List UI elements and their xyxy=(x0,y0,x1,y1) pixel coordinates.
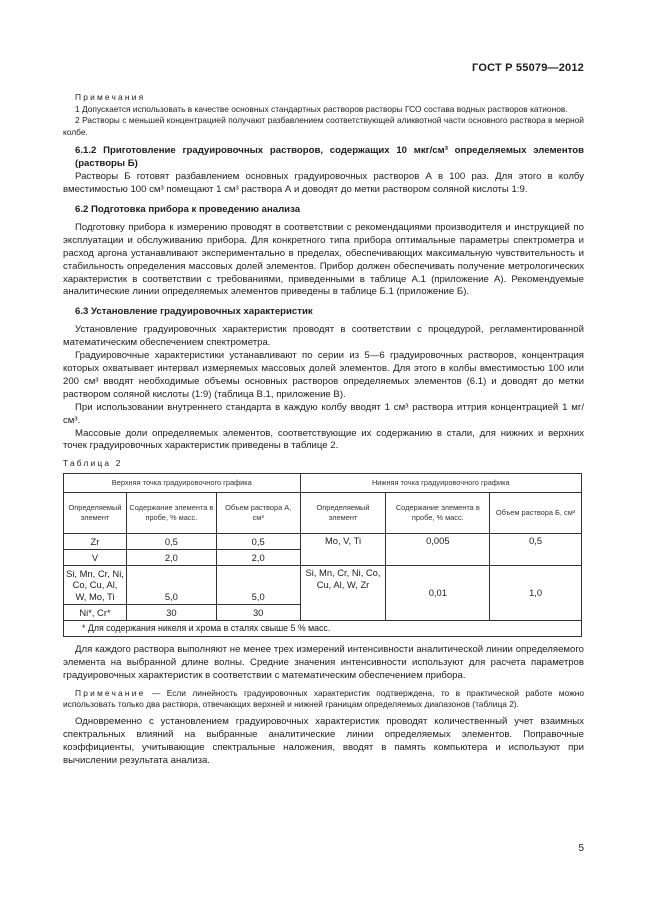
cell-content-lower: 0,01 xyxy=(386,565,490,620)
section-6-3-paragraph-1: Установление градуировочных характеристик проводят в соответствии с процедурой, регламентированной математическим обеспечением спектрометра. xyxy=(63,324,584,349)
note-linearity xyxy=(63,688,584,711)
table-group-header-row xyxy=(64,473,582,492)
cell-content-lower: 0,005 xyxy=(386,533,490,565)
table-footnote: * Для содержания никеля и хрома в сталях свыше 5 % масс. xyxy=(64,620,582,636)
note-text: — Если линейность градуировочных характеристик подтверждена, то в практической работе можно использовать только два раствора, отвечающих верхней и нижней границам определяемых диапазонов (таблица 2). xyxy=(63,687,584,710)
note-1: 1 Допускается использовать в качестве основных стандартных растворов растворы ГСО состава водных растворов катионов. xyxy=(75,103,568,114)
section-6-2-paragraph: Подготовку прибора к измерению проводят в соответствии с рекомендациями производителя и инструкцией по эксплуатации и обслуживанию прибора. Для конкретного типа прибора оптимальные параметры спектрометра и расход аргона устанавливают экспериментально в пределах, обеспечивающих максимальную чувствительность и стабильность определения массовых долей элементов. Прибор должен обеспечивать получение метрологических характеристик в соответствии с требованиями, приведенными в таблице А.1 (приложение А). Рекомендуемые аналитические линии определяемых элементов приведены в таблице Б.1 (приложение Б). xyxy=(63,221,584,298)
table-footnote-row xyxy=(64,620,582,636)
cell-volume: 0,5 xyxy=(216,533,300,549)
col-header-content: Содержание элемента в пробе, % масс. xyxy=(126,492,216,533)
table-row xyxy=(64,533,582,549)
cell-content: 5,0 xyxy=(126,565,216,604)
note-label: Примечание xyxy=(75,687,146,698)
table-2 xyxy=(63,473,582,637)
cell-element: Zr xyxy=(64,533,127,549)
cell-volume-lower: 0,5 xyxy=(490,533,582,565)
measurement-paragraph: Для каждого раствора выполняют не менее трех измерений интенсивности аналитической линии определяемого элемента на выбранной длине волны. Средние значения интенсивности используют для расчета параметров градуировочных характеристик в соответствии с математическим обеспечением прибора. xyxy=(63,643,584,681)
cell-volume: 30 xyxy=(216,604,300,620)
col-header-content-lower: Содержание элемента в пробе, % масс. xyxy=(386,492,490,533)
section-6-2-heading: 6.2 Подготовка прибора к проведению анализа xyxy=(75,204,301,215)
col-header-element: Определяемый элемент xyxy=(64,492,127,533)
page-number: 5 xyxy=(578,843,584,854)
document-code: ГОСТ Р 55079—2012 xyxy=(472,62,584,74)
spectral-interference-paragraph: Одновременно с установлением градуировочных характеристик проводят количественный учет взаимных спектральных влияний на выбранные аналитические линии определяемых элементов. Поправочные коэффициенты, учитывающие спектральные наложения, вводят в память компьютера и используют при вычислении результата анализа. xyxy=(63,715,584,766)
col-header-volume-b: Объем раствора Б, см³ xyxy=(490,492,582,533)
page-content xyxy=(63,92,584,767)
section-6-3-paragraph-2: Градуировочные характеристики устанавливают по серии из 5—6 градуировочных растворов, концентрация которых охватывает интервал измеряемых массовых долей элементов. Для этого в колбы вместимостью 100 или 200 см³ вводят необходимые объемы основных растворов определяемых элементов (6.1) и доводят до метки раствором соляной кислоты (1:9) (таблица В.1, приложение В). xyxy=(63,350,584,400)
cell-content: 30 xyxy=(126,604,216,620)
col-header-volume-a: Объем раствора А, см³ xyxy=(216,492,300,533)
cell-element: Si, Mn, Cr, Ni, Co, Cu, Al, W, Mo, Ti xyxy=(64,565,127,604)
section-6-1-2-heading: 6.1.2 Приготовление градуировочных растворов, содержащих 10 мкг/см³ определяемых элементов (растворы Б) xyxy=(75,145,584,170)
cell-content: 2,0 xyxy=(126,549,216,565)
table-2-caption: Таблица 2 xyxy=(63,458,123,469)
section-6-3-heading: 6.3 Установление градуировочных характеристик xyxy=(75,306,313,318)
group-header-upper: Верхняя точка градуировочного графика xyxy=(64,473,301,492)
section-6-1-2-paragraph: Растворы Б готовят разбавлением основных градуировочных растворов А в 100 раз. Для этого в колбу вместимостью 100 см³ помещают 1 см³ раствора А и доводят до метки раствором соляной кислоты 1:9. xyxy=(63,171,584,196)
cell-volume-lower: 1,0 xyxy=(490,565,582,620)
notes-title: Примечания xyxy=(75,92,146,102)
table-column-header-row xyxy=(64,492,582,533)
cell-element-lower: Mo, V, Ti xyxy=(300,533,386,565)
cell-element: V xyxy=(64,549,127,565)
cell-content: 0,5 xyxy=(126,533,216,549)
section-6-3-paragraph-3: При использовании внутреннего стандарта в каждую колбу вводят 1 см³ раствора иттрия концентрацией 1 мг/см³. xyxy=(63,401,584,426)
note-2: 2 Растворы с меньшей концентрацией получают разбавлением соответствующей аликвотной части основного раствора в мерной колбе. xyxy=(63,115,584,137)
group-header-lower: Нижняя точка градуировочного графика xyxy=(300,473,581,492)
cell-element: Ni*, Cr* xyxy=(64,604,127,620)
section-6-3-paragraph-4: Массовые доли определяемых элементов, соответствующие их содержанию в стали, для нижних и верхних точек градуировочных характеристик приведены в таблице 2. xyxy=(63,427,584,452)
cell-element-lower: Si, Mn, Cr, Ni, Co, Cu, Al, W, Zr xyxy=(300,565,386,620)
table-row xyxy=(64,565,582,604)
col-header-element-lower: Определяемый элемент xyxy=(300,492,386,533)
cell-volume: 2,0 xyxy=(216,549,300,565)
cell-volume: 5,0 xyxy=(216,565,300,604)
